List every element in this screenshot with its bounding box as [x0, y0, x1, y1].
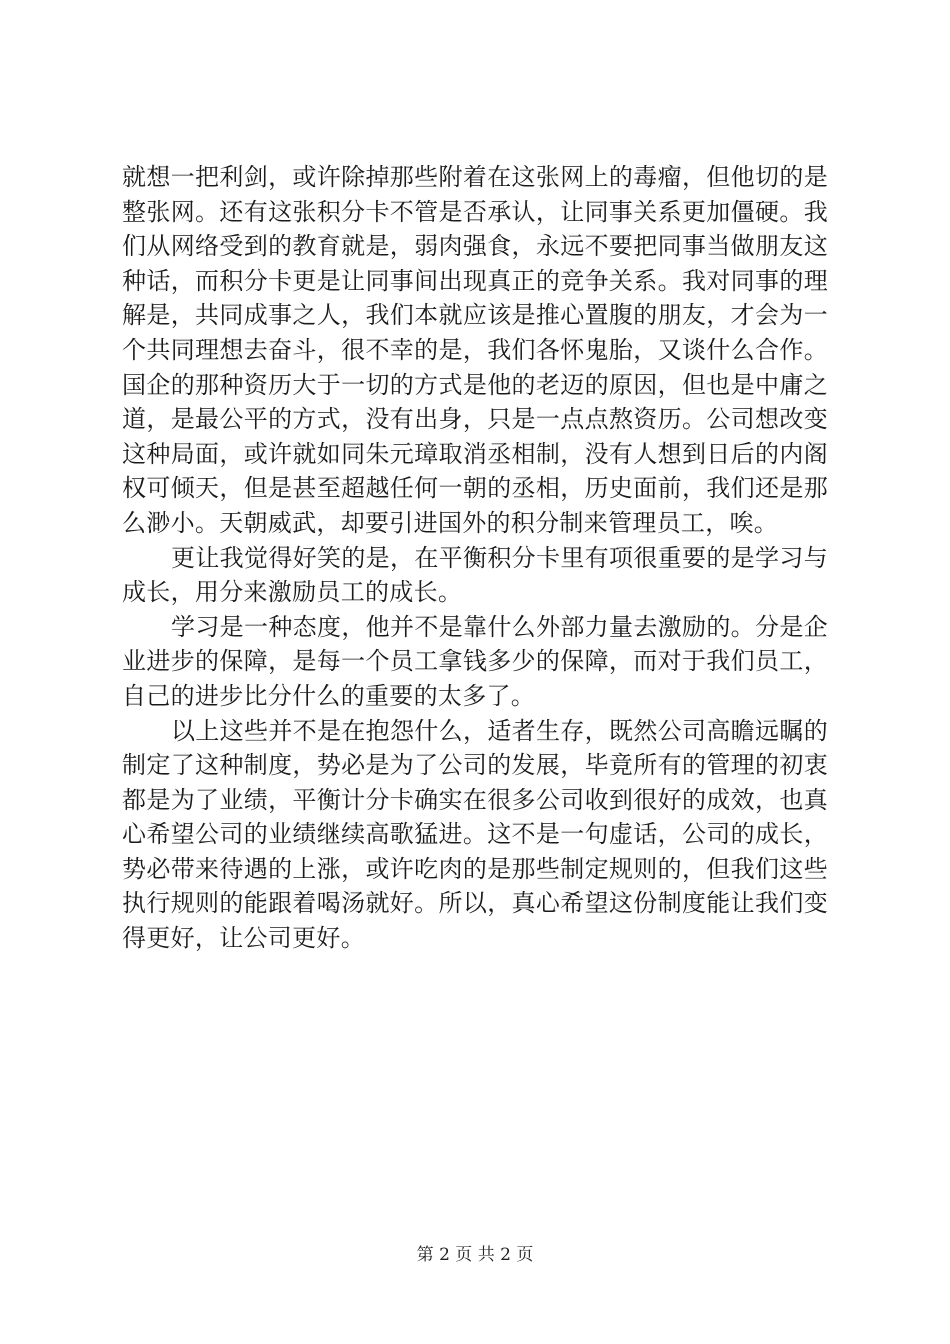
page-footer: 第 2 页 共 2 页 [416, 1245, 534, 1265]
paragraph-3: 学习是一种态度，他并不是靠什么外部力量去激励的。分是企业进步的保障，是每一个员工拿钱多少的保障，而对于我们员工，自己的进步比分什么的重要的太多了。 [122, 612, 828, 710]
document-body [122, 160, 828, 956]
paragraph-2: 更让我觉得好笑的是，在平衡积分卡里有项很重要的是学习与成长，用分来激励员工的成长。 [122, 543, 828, 607]
paragraph-4: 以上这些并不是在抱怨什么，适者生存，既然公司高瞻远瞩的制定了这种制度，势必是为了公司的发展，毕竟所有的管理的初衷都是为了业绩，平衡计分卡确实在很多公司收到很好的成效，也真心希望公司的业绩继续高歌猛进。这不是一句虚话，公司的成长，势必带来待遇的上涨，或许吃肉的是那些制定规则的，但我们这些执行规则的能跟着喝汤就好。所以，真心希望这份制度能让我们变得更好，让公司更好。 [122, 716, 828, 953]
paragraph-1: 就想一把利剑，或许除掉那些附着在这张网上的毒瘤，但他切的是整张网。还有这张积分卡不管是否承认，让同事关系更加僵硬。我们从网络受到的教育就是，弱肉强食，永远不要把同事当做朋友这种话，而积分卡更是让同事间出现真正的竞争关系。我对同事的理解是，共同成事之人，我们本就应该是推心置腹的朋友，才会为一个共同理想去奋斗，很不幸的是，我们各怀鬼胎，又谈什么合作。国企的那种资历大于一切的方式是他的老迈的原因，但也是中庸之道，是最公平的方式，没有出身，只是一点点熬资历。公司想改变这种局面，或许就如同朱元璋取消丞相制，没有人想到日后的内阁权可倾天，但是甚至超越任何一朝的丞相，历史面前，我们还是那么渺小。天朝威武，却要引进国外的积分制来管理员工，唉。 [122, 163, 828, 537]
